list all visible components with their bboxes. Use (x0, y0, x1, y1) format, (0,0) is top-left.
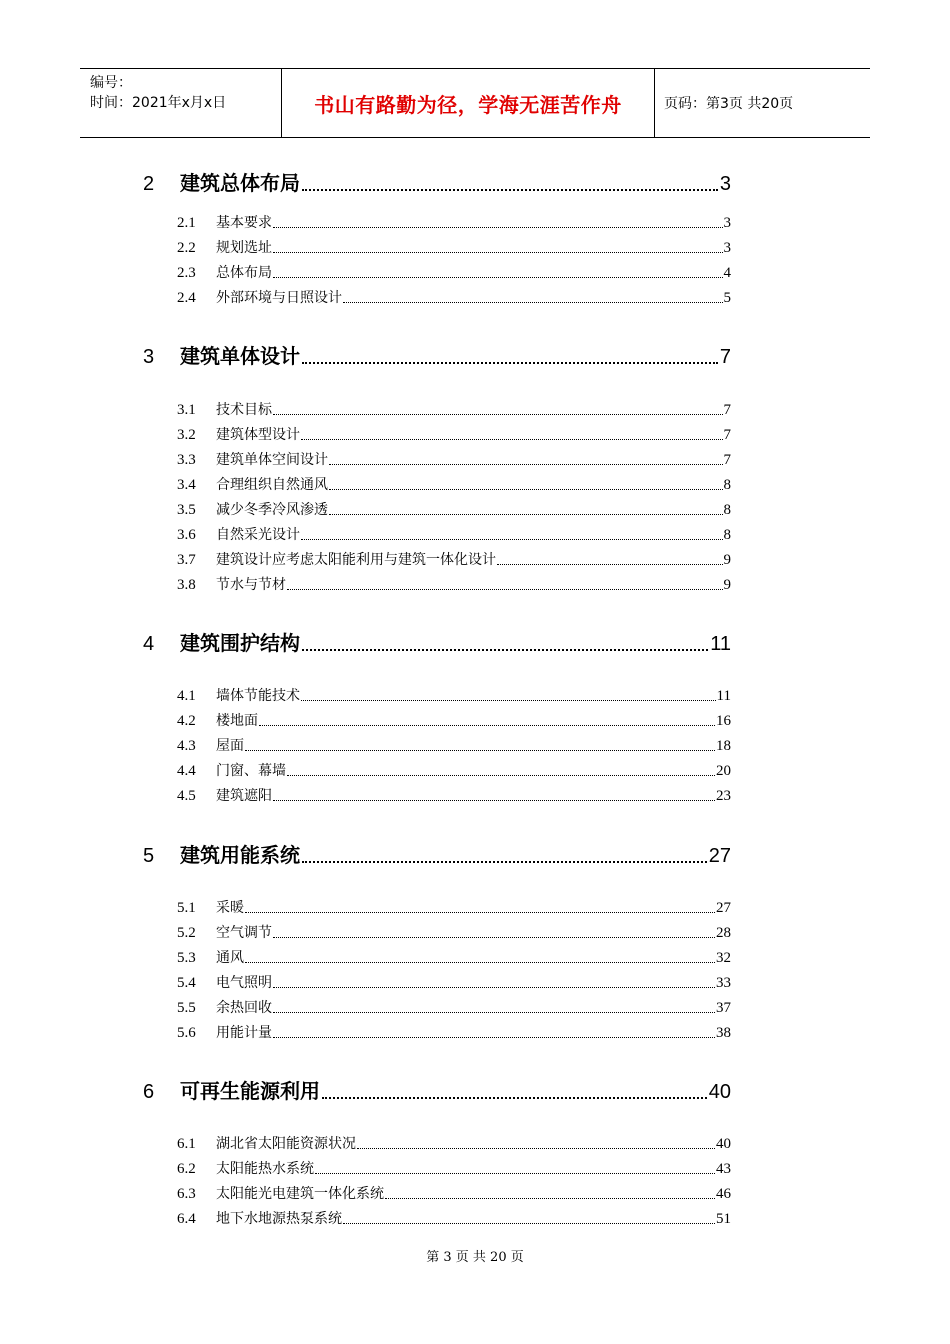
dot-leader (329, 464, 723, 465)
page-footer: 第 3 页 共 20 页 (426, 1250, 524, 1265)
section-title: 技术目标 (216, 402, 272, 418)
section-number: 3.2 (177, 427, 196, 443)
toc-section-entry[interactable] (177, 447, 731, 469)
dot-leader (273, 414, 723, 415)
chapter-title: 建筑围护结构 (180, 631, 300, 655)
section-number: 2.3 (177, 265, 196, 281)
section-title: 湖北省太阳能资源状况 (216, 1136, 356, 1152)
toc-section-entry[interactable] (177, 285, 731, 307)
toc-section-entry[interactable] (177, 472, 731, 494)
section-number: 5.4 (177, 975, 196, 991)
section-page-number: 7 (723, 452, 731, 468)
section-title: 门窗、幕墙 (216, 763, 286, 779)
dot-leader (245, 962, 715, 963)
section-number: 2.4 (177, 290, 196, 306)
chapter-title: 建筑用能系统 (180, 843, 300, 867)
toc-section-entry[interactable] (177, 572, 731, 594)
section-page-number: 11 (716, 688, 731, 704)
section-title: 建筑单体空间设计 (216, 452, 328, 468)
dot-leader (273, 1037, 715, 1038)
section-title: 减少冬季冷风渗透 (216, 502, 328, 518)
toc-section-entry[interactable] (177, 708, 731, 730)
dot-leader (301, 539, 723, 540)
section-number: 5.1 (177, 900, 196, 916)
section-number: 6.1 (177, 1136, 196, 1152)
section-title: 节水与节材 (216, 577, 286, 593)
chapter-title: 可再生能源利用 (180, 1079, 320, 1103)
section-number: 4.3 (177, 738, 196, 754)
section-number: 6.4 (177, 1211, 196, 1227)
section-number: 5.6 (177, 1025, 196, 1041)
chapter-title: 建筑单体设计 (180, 344, 300, 368)
section-page-number: 8 (723, 502, 731, 518)
dot-leader (259, 725, 715, 726)
section-title: 电气照明 (216, 975, 272, 991)
toc-chapter-entry[interactable] (143, 168, 731, 196)
dot-leader (302, 189, 718, 191)
dot-leader (385, 1198, 715, 1199)
chapter-page-number: 3 (719, 173, 731, 195)
header-meta (90, 73, 226, 113)
doc-number-label: 编号： (90, 75, 132, 91)
section-page-number: 16 (716, 713, 731, 729)
page-header (80, 68, 870, 138)
toc-section-entry[interactable] (177, 733, 731, 755)
toc-section-entry[interactable] (177, 683, 731, 705)
section-page-number: 37 (716, 1000, 731, 1016)
section-title: 基本要求 (216, 215, 272, 231)
section-page-number: 43 (716, 1161, 731, 1177)
section-page-number: 23 (716, 788, 731, 804)
section-page-number: 46 (716, 1186, 731, 1202)
section-title: 用能计量 (216, 1025, 272, 1041)
section-page-number: 38 (716, 1025, 731, 1041)
section-title: 墙体节能技术 (216, 688, 300, 704)
section-page-number: 3 (723, 240, 731, 256)
toc-section-entry[interactable] (177, 1131, 731, 1153)
section-number: 3.5 (177, 502, 196, 518)
chapter-page-number: 27 (708, 845, 731, 867)
section-number: 4.5 (177, 788, 196, 804)
dot-leader (302, 861, 707, 863)
section-number: 2.2 (177, 240, 196, 256)
toc-section-entry[interactable] (177, 422, 731, 444)
dot-leader (273, 987, 715, 988)
toc-section-entry[interactable] (177, 260, 731, 282)
section-title: 建筑设计应考虑太阳能利用与建筑一体化设计 (216, 552, 496, 568)
section-page-number: 28 (716, 925, 731, 941)
chapter-page-number: 11 (710, 633, 731, 655)
section-page-number: 51 (716, 1211, 731, 1227)
section-page-number: 32 (716, 950, 731, 966)
doc-time-label: 时间：2021年x月x日 (90, 95, 227, 111)
chapter-number: 2 (143, 173, 155, 195)
toc-section-entry[interactable] (177, 1156, 731, 1178)
section-title: 空气调节 (216, 925, 272, 941)
section-number: 4.2 (177, 713, 196, 729)
dot-leader (329, 489, 723, 490)
section-title: 合理组织自然通风 (216, 477, 328, 493)
dot-leader (245, 750, 715, 751)
toc-chapter-entry[interactable] (143, 840, 731, 868)
toc-section-entry[interactable] (177, 497, 731, 519)
toc-chapter-entry[interactable] (143, 341, 731, 369)
section-number: 3.4 (177, 477, 196, 493)
chapter-number: 6 (143, 1081, 155, 1103)
toc-section-entry[interactable] (177, 920, 731, 942)
section-number: 2.1 (177, 215, 196, 231)
section-title: 太阳能热水系统 (216, 1161, 314, 1177)
chapter-number: 3 (143, 346, 155, 368)
chapter-title: 建筑总体布局 (180, 171, 300, 195)
section-number: 3.8 (177, 577, 196, 593)
section-page-number: 5 (723, 290, 731, 306)
toc-section-entry[interactable] (177, 547, 731, 569)
section-title: 余热回收 (216, 1000, 272, 1016)
toc-section-entry[interactable] (177, 235, 731, 257)
toc-section-entry[interactable] (177, 1181, 731, 1203)
toc-chapter-entry[interactable] (143, 628, 731, 656)
section-number: 5.3 (177, 950, 196, 966)
section-number: 5.5 (177, 1000, 196, 1016)
section-number: 3.6 (177, 527, 196, 543)
dot-leader (273, 277, 723, 278)
dot-leader (273, 252, 723, 253)
section-page-number: 27 (716, 900, 731, 916)
dot-leader (273, 227, 723, 228)
toc-section-entry[interactable] (177, 970, 731, 992)
toc-section-entry[interactable] (177, 758, 731, 780)
header-motto: 书山有路勤为径，学海无涯苦作舟 (314, 92, 622, 117)
section-title: 自然采光设计 (216, 527, 300, 543)
section-title: 建筑遮阳 (216, 788, 272, 804)
section-page-number: 8 (723, 527, 731, 543)
section-number: 4.1 (177, 688, 196, 704)
section-page-number: 7 (723, 402, 731, 418)
dot-leader (302, 362, 718, 364)
dot-leader (301, 439, 723, 440)
toc-section-entry[interactable] (177, 1206, 731, 1228)
header-divider (654, 69, 655, 137)
section-number: 3.7 (177, 552, 196, 568)
section-title: 总体布局 (216, 265, 272, 281)
dot-leader (329, 514, 723, 515)
toc-section-entry[interactable] (177, 1020, 731, 1042)
section-page-number: 20 (716, 763, 731, 779)
dot-leader (273, 937, 715, 938)
dot-leader (287, 775, 715, 776)
toc-section-entry[interactable] (177, 210, 731, 232)
section-title: 规划选址 (216, 240, 272, 256)
toc-section-entry[interactable] (177, 522, 731, 544)
section-number: 6.2 (177, 1161, 196, 1177)
dot-leader (357, 1148, 715, 1149)
section-page-number: 9 (723, 552, 731, 568)
header-divider (281, 69, 282, 137)
dot-leader (273, 1012, 715, 1013)
toc-chapter-entry[interactable] (143, 1076, 731, 1104)
toc-section-entry[interactable] (177, 783, 731, 805)
section-number: 6.3 (177, 1186, 196, 1202)
section-page-number: 4 (723, 265, 731, 281)
section-page-number: 3 (723, 215, 731, 231)
section-title: 建筑体型设计 (216, 427, 300, 443)
section-page-number: 9 (723, 577, 731, 593)
section-title: 太阳能光电建筑一体化系统 (216, 1186, 384, 1202)
dot-leader (315, 1173, 715, 1174)
dot-leader (343, 1223, 715, 1224)
section-page-number: 8 (723, 477, 731, 493)
dot-leader (273, 800, 715, 801)
section-page-number: 7 (723, 427, 731, 443)
section-title: 屋面 (216, 738, 244, 754)
dot-leader (322, 1097, 707, 1099)
dot-leader (302, 649, 708, 651)
section-number: 5.2 (177, 925, 196, 941)
dot-leader (343, 302, 723, 303)
section-number: 4.4 (177, 763, 196, 779)
dot-leader (301, 700, 716, 701)
chapter-number: 4 (143, 633, 155, 655)
chapter-number: 5 (143, 845, 155, 867)
toc-section-entry[interactable] (177, 895, 731, 917)
section-title: 楼地面 (216, 713, 258, 729)
chapter-page-number: 7 (719, 346, 731, 368)
section-number: 3.1 (177, 402, 196, 418)
dot-leader (497, 564, 723, 565)
section-number: 3.3 (177, 452, 196, 468)
section-page-number: 18 (716, 738, 731, 754)
section-title: 地下水地源热泵系统 (216, 1211, 342, 1227)
section-page-number: 40 (716, 1136, 731, 1152)
section-page-number: 33 (716, 975, 731, 991)
dot-leader (245, 912, 715, 913)
chapter-page-number: 40 (708, 1081, 731, 1103)
section-title: 采暖 (216, 900, 244, 916)
section-title: 外部环境与日照设计 (216, 290, 342, 306)
section-title: 通风 (216, 950, 244, 966)
toc-section-entry[interactable] (177, 397, 731, 419)
toc-section-entry[interactable] (177, 945, 731, 967)
header-page-info: 页码：第3页 共20页 (664, 96, 794, 112)
toc-section-entry[interactable] (177, 995, 731, 1017)
dot-leader (287, 589, 723, 590)
